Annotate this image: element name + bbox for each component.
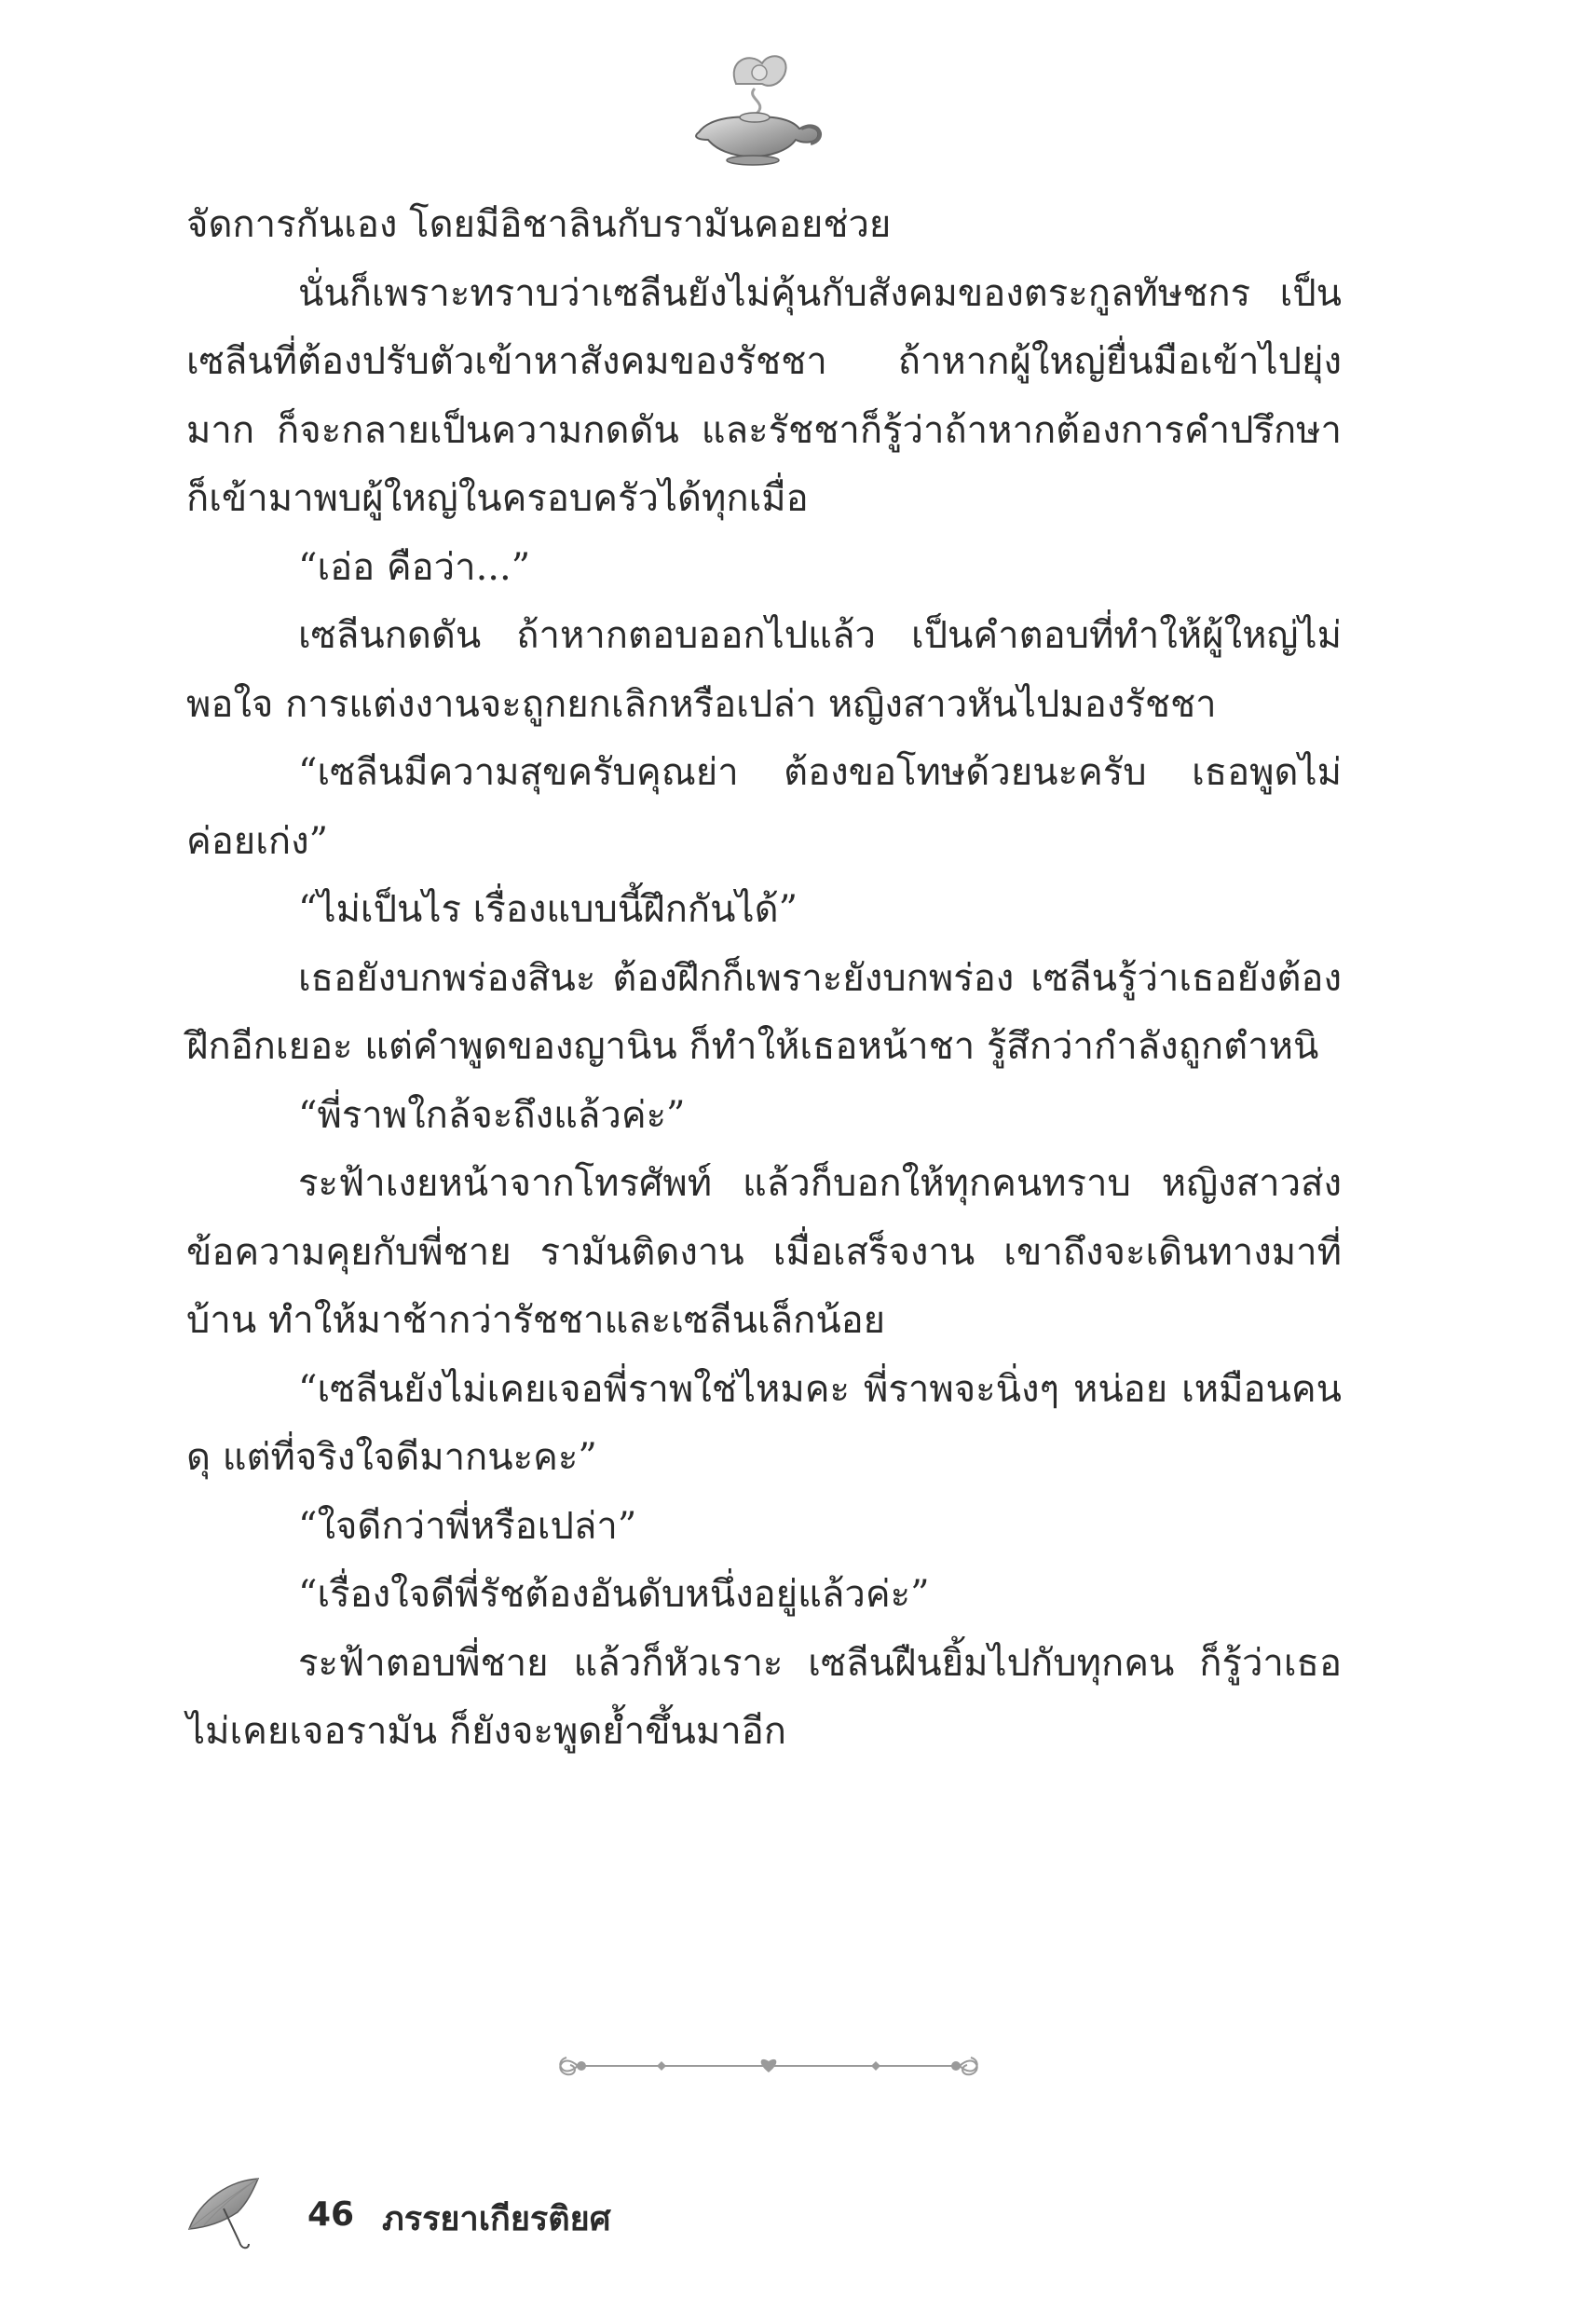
paragraph: เซลีนกดดัน ถ้าหากตอบออกไปแล้ว เป็นคำตอบที่ทำให้ผู้ใหญ่ไม่พอใจ การแต่งงานจะถูกยกเลิกหรือเปล่า หญิงสาวหันไปมองรัชชา <box>186 614 1342 726</box>
paragraph: จัดการกันเอง โดยมีอิชาลินกับรามันคอยช่วย <box>186 203 892 246</box>
paragraph: นั่นก็เพราะทราบว่าเซลีนยังไม่คุ้นกับสังคมของตระกูลทัษชกร เป็นเซลีนที่ต้องปรับตัวเข้าหาสังคมของรัชชา ถ้าหากผู้ใหญ่ยื่นมือเข้าไปยุ่งมาก ก็จะกลายเป็นความกดดัน และรัชชาก็รู้ว่าถ้าหากต้องการคำปรึกษา ก็เข้ามาพบผู้ใหญ่ในครอบครัวได้ทุกเมื่อ <box>186 271 1342 520</box>
paragraph: “พี่ราพใกล้จะถึงแล้วค่ะ” <box>298 1093 686 1137</box>
paragraph: “เรื่องใจดีพี่รัชต้องอันดับหนึ่งอยู่แล้วค่ะ” <box>298 1573 930 1616</box>
genie-lamp-icon <box>680 47 829 168</box>
paragraph: “เอ่อ คือว่า...” <box>298 545 531 589</box>
page-footer <box>182 2171 834 2255</box>
paragraph: ระฟ้าเงยหน้าจากโทรศัพท์ แล้วก็บอกให้ทุกคนทราบ หญิงสาวส่งข้อความคุยกับพี่ชาย รามันติดงาน เมื่อเสร็จงาน เขาถึงจะเดินทางมาที่บ้าน ทำให้มาช้ากว่ารัชชาและเซลีนเล็กน้อย <box>186 1162 1342 1342</box>
paragraph: “เซลีนมีความสุขครับคุณย่า ต้องขอโทษด้วยนะครับ เธอพูดไม่ค่อยเก่ง” <box>186 751 1342 863</box>
paragraph: “ไม่เป็นไร เรื่องแบบนี้ฝึกกันได้” <box>298 888 798 931</box>
book-title: ภรรยาเกียรติยศ <box>382 2200 611 2238</box>
umbrella-icon <box>182 2171 266 2255</box>
paragraph: “เซลีนยังไม่เคยเจอพี่ราพใช่ไหมคะ พี่ราพจะนิ่งๆ หน่อย เหมือนคนดุ แต่ที่จริงใจดีมากนะคะ” <box>186 1367 1342 1479</box>
page-number: 46 <box>307 2195 355 2234</box>
body-text <box>186 191 1342 1767</box>
paragraph: เธอยังบกพร่องสินะ ต้องฝึกก็เพราะยังบกพร่อง เซลีนรู้ว่าเธอยังต้องฝึกอีกเยอะ แต่คำพูดของญานิน ก็ทำให้เธอหน้าชา รู้สึกว่ากำลังถูกตำหนิ <box>186 956 1342 1068</box>
ornament-divider-icon <box>550 2043 988 2089</box>
paragraph: “ใจดีกว่าพี่หรือเปล่า” <box>298 1504 637 1548</box>
paragraph: ระฟ้าตอบพี่ชาย แล้วก็หัวเราะ เซลีนฝืนยิ้มไปกับทุกคน ก็รู้ว่าเธอไม่เคยเจอรามัน ก็ยังจะพูดย้ำขึ้นมาอีก <box>186 1641 1342 1753</box>
